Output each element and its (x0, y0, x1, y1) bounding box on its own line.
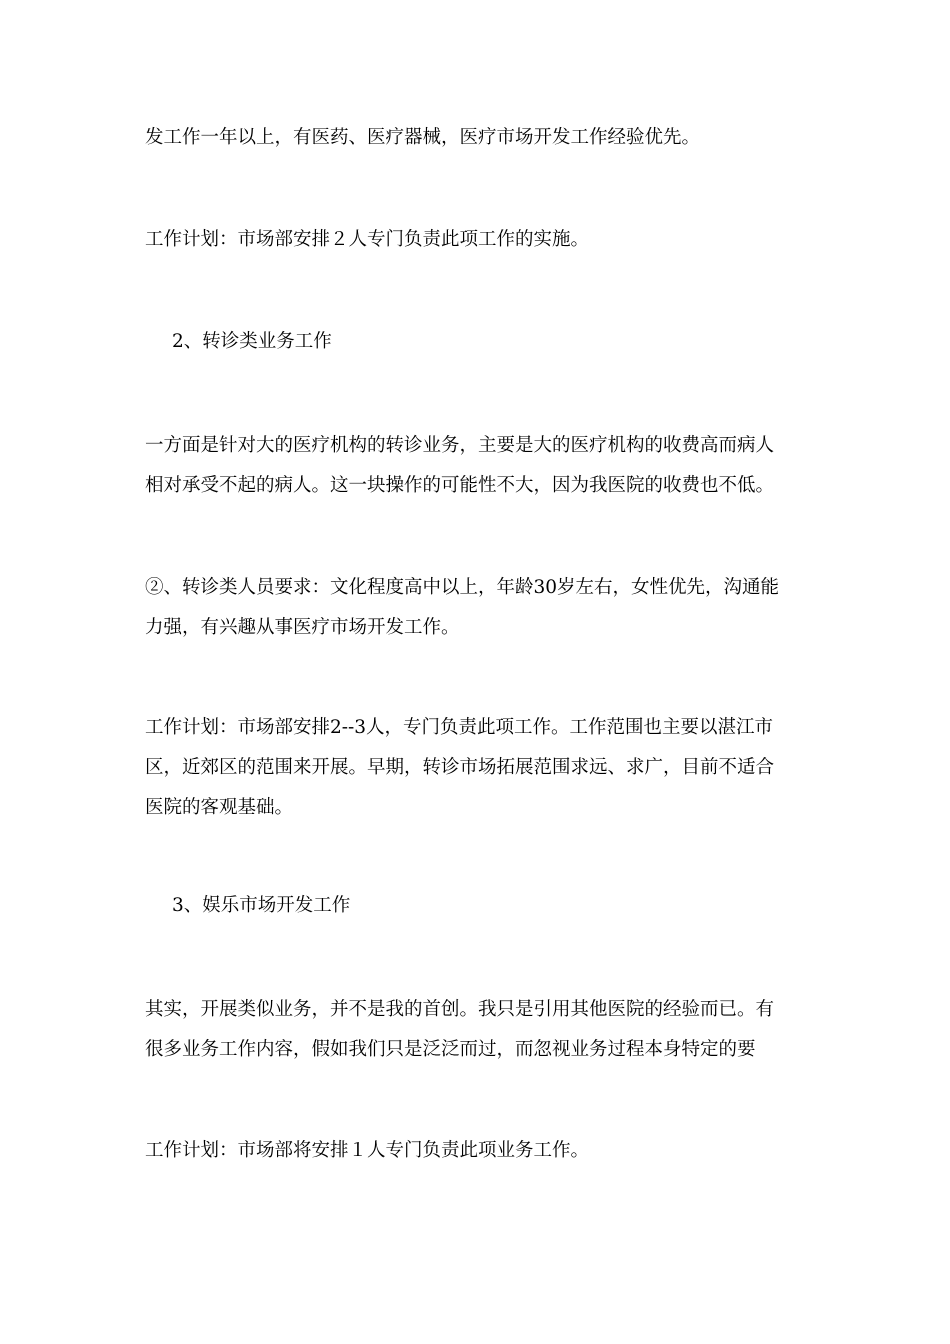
text-line: 工作计划：市场部安排2--3人，专门负责此项工作。工作范围也主要以湛江市 (145, 717, 774, 738)
text-line: 力强，有兴趣从事医疗市场开发工作。 (145, 617, 460, 638)
heading-text: 3、娱乐市场开发工作 (172, 895, 351, 916)
text-line: 工作计划：市场部安排２人专门负责此项工作的实施。 (145, 229, 590, 250)
paragraph-work-plan-2 (145, 708, 810, 828)
paragraph-entertainment-description (145, 990, 810, 1070)
text-line: 其实，开展类似业务，并不是我的首创。我只是引用其他医院的经验而已。有 (145, 999, 775, 1020)
paragraph-work-plan-1 (145, 220, 810, 260)
paragraph-referral-staff-requirement (145, 568, 810, 648)
paragraph-experience-requirement (145, 118, 810, 158)
paragraph-work-plan-3 (145, 1131, 810, 1171)
text-line: 区，近郊区的范围来开展。早期，转诊市场拓展范围求远、求广，目前不适合 (145, 757, 775, 778)
text-line: 很多业务工作内容，假如我们只是泛泛而过，而忽视业务过程本身特定的要 (145, 1039, 756, 1060)
text-line: 医院的客观基础。 (145, 797, 294, 818)
text-line: 一方面是针对大的医疗机构的转诊业务，主要是大的医疗机构的收费高而病人 (145, 435, 775, 456)
section-heading-referral-business (172, 322, 837, 362)
text-line: ②、转诊类人员要求：文化程度高中以上，年龄30岁左右，女性优先，沟通能 (145, 577, 780, 598)
text-line: 工作计划：市场部将安排１人专门负责此项业务工作。 (145, 1140, 590, 1161)
paragraph-referral-description (145, 426, 810, 506)
heading-text: 2、转诊类业务工作 (172, 331, 332, 352)
section-heading-entertainment-market (172, 886, 837, 926)
text-line: 相对承受不起的病人。这一块操作的可能性不大，因为我医院的收费也不低。 (145, 475, 775, 496)
text-line: 发工作一年以上，有医药、医疗器械，医疗市场开发工作经验优先。 (145, 127, 701, 148)
